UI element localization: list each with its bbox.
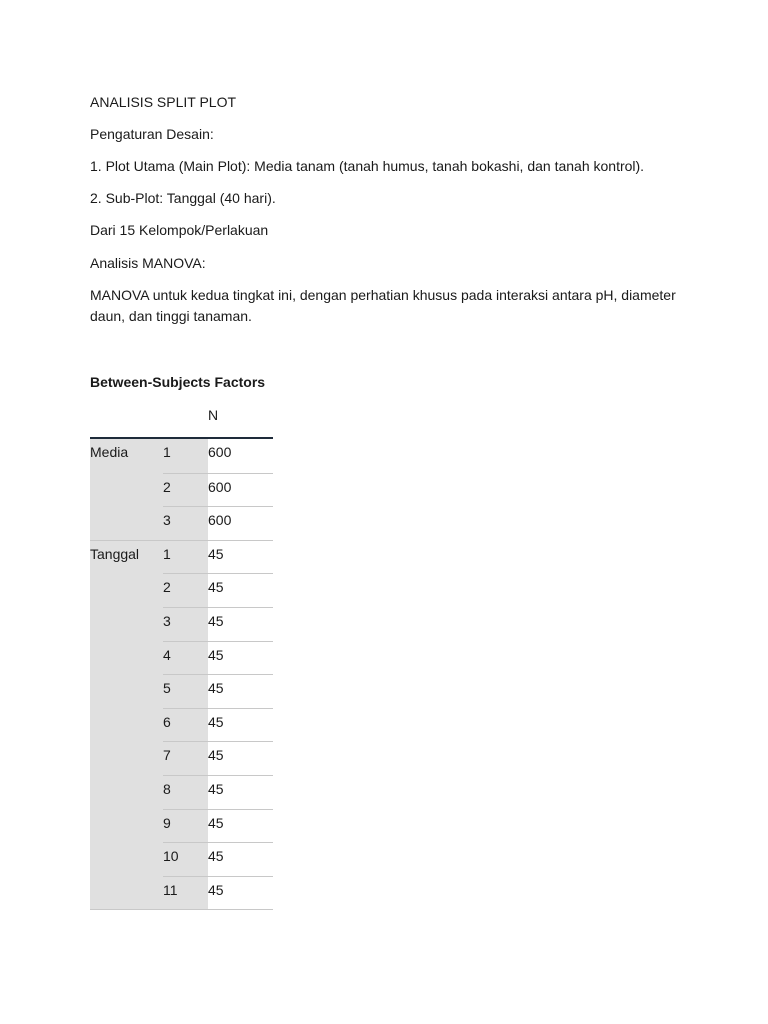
factor-cell xyxy=(90,775,163,809)
factor-cell xyxy=(90,573,163,607)
level-cell: 3 xyxy=(163,607,208,641)
manova-heading: Analisis MANOVA: xyxy=(90,255,206,271)
level-cell: 6 xyxy=(163,708,208,742)
column-header-n: N xyxy=(208,407,219,423)
factor-cell xyxy=(90,641,163,675)
factor-cell: Media xyxy=(90,439,163,473)
n-cell: 45 xyxy=(208,876,273,910)
n-cell: 45 xyxy=(208,842,273,876)
manova-description: MANOVA untuk kedua tingkat ini, dengan perhatian khusus pada interaksi antara pH, diameter daun, dan tinggi tanaman. xyxy=(90,287,676,324)
table-row xyxy=(90,607,273,641)
level-cell: 8 xyxy=(163,775,208,809)
table-row xyxy=(90,876,273,910)
table-row xyxy=(90,473,273,507)
factor-cell xyxy=(90,741,163,775)
document-title: ANALISIS SPLIT PLOT xyxy=(90,94,237,110)
table-row xyxy=(90,809,273,843)
groups-note: Dari 15 Kelompok/Perlakuan xyxy=(90,222,269,238)
factor-cell xyxy=(90,607,163,641)
level-cell: 2 xyxy=(163,573,208,607)
level-cell: 2 xyxy=(163,473,208,507)
factor-cell xyxy=(90,842,163,876)
level-cell: 1 xyxy=(163,540,208,574)
level-cell: 5 xyxy=(163,674,208,708)
n-cell: 600 xyxy=(208,473,273,507)
table-row xyxy=(90,708,273,742)
main-plot-item: 1. Plot Utama (Main Plot): Media tanam (tanah humus, tanah bokashi, dan tanah kontrol). xyxy=(90,158,645,174)
n-cell: 45 xyxy=(208,641,273,675)
n-cell: 45 xyxy=(208,775,273,809)
level-cell: 9 xyxy=(163,809,208,843)
table-row xyxy=(90,775,273,809)
level-cell: 1 xyxy=(163,439,208,473)
table-row xyxy=(90,439,273,473)
design-heading: Pengaturan Desain: xyxy=(90,126,214,142)
n-cell: 600 xyxy=(208,439,273,473)
table-bottom-rule xyxy=(90,909,273,910)
table-row xyxy=(90,842,273,876)
table-row xyxy=(90,741,273,775)
n-cell: 45 xyxy=(208,607,273,641)
factor-cell: Tanggal xyxy=(90,540,163,574)
table-row xyxy=(90,641,273,675)
n-cell: 600 xyxy=(208,506,273,540)
factor-cell xyxy=(90,809,163,843)
n-cell: 45 xyxy=(208,674,273,708)
factor-cell xyxy=(90,473,163,507)
table-row xyxy=(90,506,273,540)
n-cell: 45 xyxy=(208,540,273,574)
factor-cell xyxy=(90,708,163,742)
table-row xyxy=(90,540,273,574)
n-cell: 45 xyxy=(208,708,273,742)
level-cell: 4 xyxy=(163,641,208,675)
level-cell: 11 xyxy=(163,876,208,910)
table-title: Between-Subjects Factors xyxy=(90,374,266,390)
n-cell: 45 xyxy=(208,573,273,607)
n-cell: 45 xyxy=(208,741,273,775)
table-header xyxy=(90,397,273,439)
n-cell: 45 xyxy=(208,809,273,843)
level-cell: 3 xyxy=(163,506,208,540)
level-cell: 7 xyxy=(163,741,208,775)
table-row xyxy=(90,573,273,607)
table-row xyxy=(90,674,273,708)
factor-cell xyxy=(90,674,163,708)
level-cell: 10 xyxy=(163,842,208,876)
factor-cell xyxy=(90,506,163,540)
table-body xyxy=(90,439,273,909)
factor-cell xyxy=(90,876,163,910)
between-subjects-factors-table xyxy=(90,397,273,910)
sub-plot-item: 2. Sub-Plot: Tanggal (40 hari). xyxy=(90,190,276,206)
